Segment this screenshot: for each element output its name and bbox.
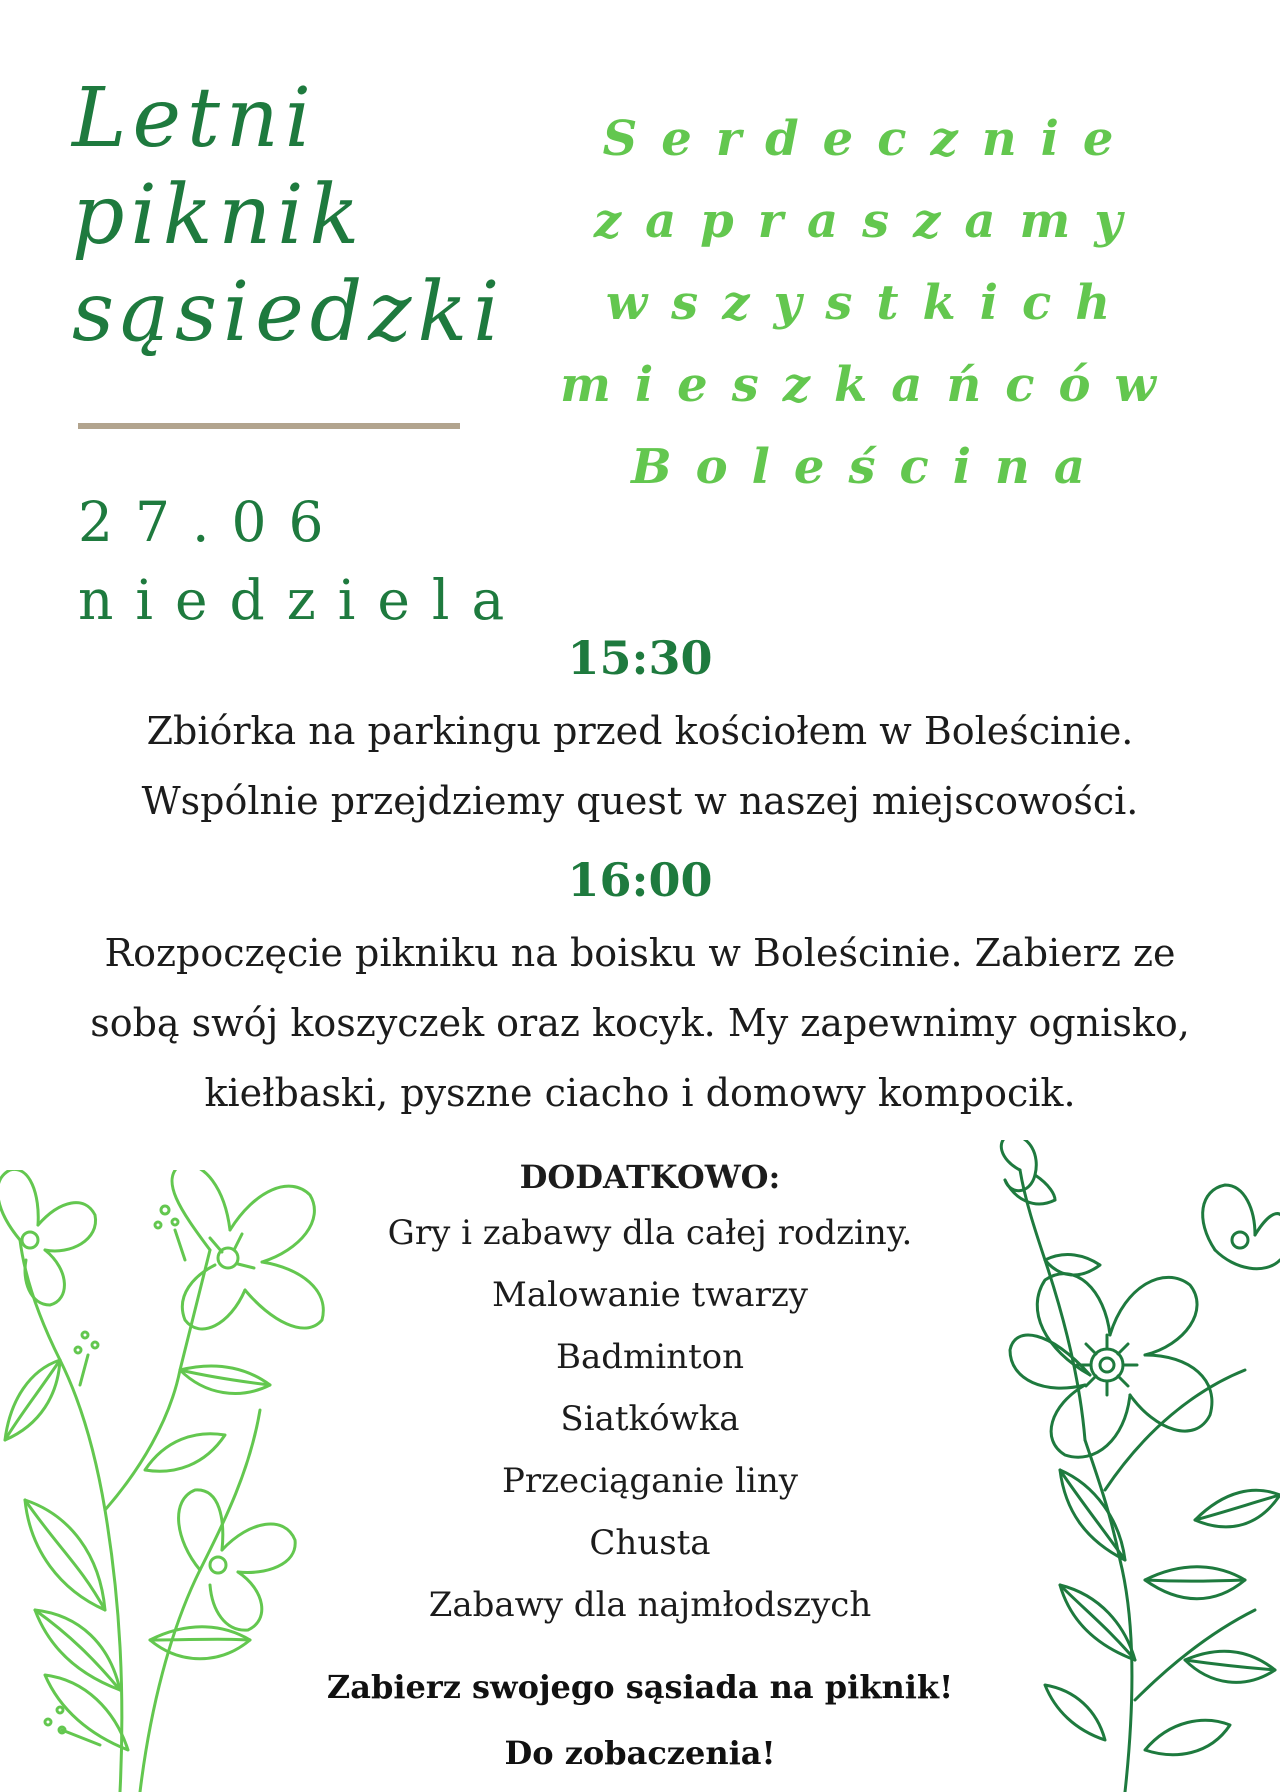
title-divider [78, 423, 460, 429]
schedule-description-2 [0, 918, 1280, 1128]
schedule-2-line-3: kiełbaski, pyszne ciacho i domowy kompocik. [204, 1071, 1076, 1115]
title-line-2: piknik [72, 168, 366, 263]
extras-heading: DODATKOWO: [519, 1158, 781, 1196]
schedule-1-line-1: Zbiórka na parkingu przed kościołem w Boleścinie. [146, 709, 1134, 753]
extras-item: Gry i zabawy dla całej rodziny. [387, 1213, 913, 1253]
date-day: 27.06 [78, 490, 346, 554]
left-flower-illustration [0, 1170, 340, 1792]
schedule-2-line-2: sobą swój koszyczek oraz kocyk. My zapewnimy ognisko, [90, 1001, 1190, 1045]
right-flower-illustration [985, 1140, 1280, 1792]
invitation-line-4: mieszkańców [560, 357, 1180, 413]
invitation-line-2: zapraszamy [593, 193, 1147, 249]
extras-item: Siatkówka [560, 1399, 740, 1439]
invitation-line-1: Serdecznie [602, 111, 1138, 167]
event-date [78, 483, 526, 639]
extras-item: Badminton [555, 1337, 745, 1377]
extras-section [340, 1152, 960, 1636]
extras-item: Przeciąganie liny [502, 1461, 798, 1501]
closing-line-1: Zabierz swojego sąsiada na piknik! [326, 1668, 954, 1706]
schedule-2-line-1: Rozpoczęcie pikniku na boisku w Boleścinie. Zabierz ze [104, 931, 1176, 975]
extras-item: Zabawy dla najmłodszych [428, 1585, 872, 1625]
invitation-line-5: Boleścina [631, 439, 1109, 495]
date-weekday: niedziela [78, 568, 527, 632]
invitation-text [560, 98, 1180, 508]
schedule-time-1: 15:30 [567, 631, 713, 685]
schedule-1-line-2: Wspólnie przejdziemy quest w naszej miejscowości. [141, 779, 1139, 823]
title-line-1: Letni [72, 71, 317, 166]
closing-line-2: Do zobaczenia! [504, 1734, 776, 1772]
invitation-line-3: wszystkich [605, 275, 1135, 331]
extras-item: Malowanie twarzy [492, 1275, 808, 1315]
event-title [72, 70, 505, 361]
schedule-description-1 [0, 696, 1280, 836]
title-line-3: sąsiedzki [72, 265, 506, 360]
schedule-time-2: 16:00 [567, 853, 713, 907]
extras-item: Chusta [589, 1523, 711, 1563]
